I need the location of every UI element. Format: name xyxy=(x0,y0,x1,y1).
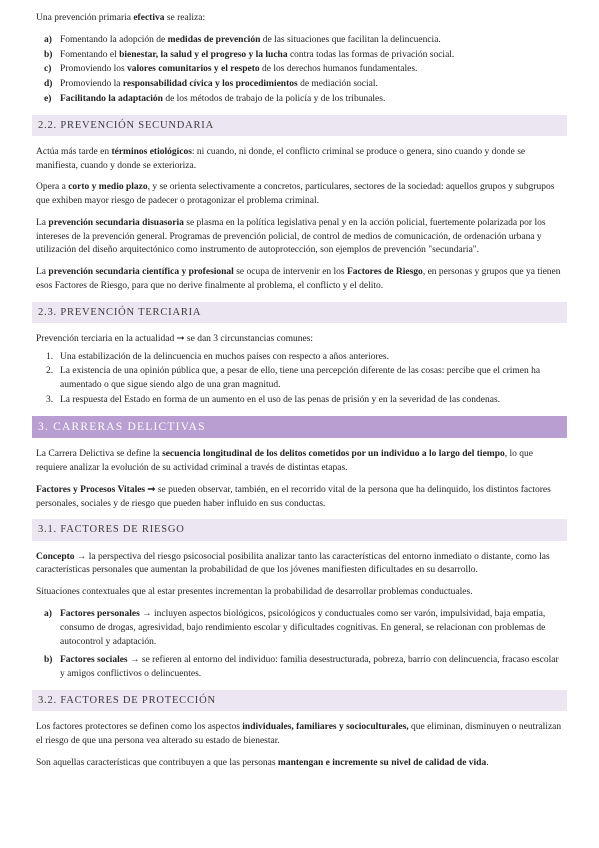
paragraph: Actúa más tarde en términos etiológicos: ni cuando, ni donde, el conflicto criminal se produce o genera, sino cuando y donde se manifiesta, cuando y donde se exterioriza. xyxy=(36,146,526,171)
intro-lead: Una prevención primaria efectiva se realiza: xyxy=(36,13,206,23)
paragraph: La Carrera Delictiva se define la secuencia longitudinal de los delitos cometidos por un individuo a lo largo del tiempo, lo que requiere analizar la evolución de su actividad criminal a través de distintas etapas. xyxy=(36,449,533,474)
paragraph: La prevención secundaria científica y profesional se ocupa de intervenir en los Factores de Riesgo, en personas y grupos que ya tienen esos Factores de Riesgo, para que no derive finalmente al problema, el conflicto y el delito. xyxy=(36,267,561,291)
paragraph: Prevención terciaria en la actualidad ➞ se dan 3 circunstancias comunes: xyxy=(36,333,314,344)
list-item: 2. La existencia de una opinión pública que, a pesar de ello, tiene una percepción diferente de las cosas: percibe que el crimen ha aumentado o que sigue siendo algo de una gran magnitud. xyxy=(46,366,541,391)
paragraph: Factores y Procesos Vitales ➞ se pueden observar, también, en el recorrido vital de la persona que ha delinquido, los distintos factores personales, sociales y de riesgo que pueden haber influido en sus conductas. xyxy=(36,484,551,509)
list-item: a) Fomentando la adopción de medidas de prevención de las situaciones que facilitan la delincuencia. xyxy=(44,34,441,45)
section-heading-2-3: 2.3. PREVENCIÓN TERCIARIA xyxy=(32,302,567,323)
list-item: c) Promoviendo los valores comunitarios y el respeto de los derechos humanos fundamentales. xyxy=(44,64,418,75)
list-item: 3. La respuesta del Estado en forma de un aumento en el uso de las penas de prisión y en la severidad de las condenas. xyxy=(46,394,501,405)
paragraph: Opera a corto y medio plazo, y se orienta selectivamente a concretos, particulares, sectores de la sociedad: aquellos grupos y subgrupos que exhiben mayor riesgo de padecer o protagonizar el problema criminal. xyxy=(36,182,555,207)
paragraph: La prevención secundaria disuasoria se plasma en la política legislativa penal y en la acción policial, fuertemente polarizada por los intereses de la prevención general. Programas de prevención policial, de control de medios de comunicación, de ordenación urbana y utilización del diseño arquitectónico como instrumento de autoprotección, son ejemplos de prevención "secundaria". xyxy=(36,217,546,256)
section-heading-3-2: 3.2. FACTORES DE PROTECCIÓN xyxy=(32,690,567,711)
list-item: a) Factores personales → incluyen aspectos biológicos, psicológicos y conductuales como ser varón, impulsividad, baja empatía, consumo de drogas, agresividad, bajo rendimiento escolar y dificultades cognitivas. En general, se relacionan con problemas de autocontrol y adaptación. xyxy=(44,609,546,647)
paragraph: Concepto → la perspectiva del riesgo psicosocial posibilita analizar tanto las características del entorno inmediato o distante, como las características personales que aumentan la probabilidad de que los jóvenes manifiesten dificultades en su desarrollo. xyxy=(36,551,550,576)
list-item: b) Fomentando el bienestar, la salud y el progreso y la lucha contra todas las formas de privación social. xyxy=(44,49,455,60)
section-heading-3-1: 3.1. FACTORES DE RIESGO xyxy=(32,519,567,540)
paragraph: Situaciones contextuales que al estar presentes incrementan la probabilidad de desarrollar problemas conductuales. xyxy=(36,587,473,598)
list-item: d) Promoviendo la responsabilidad cívica y los procedimientos de mediación social. xyxy=(44,79,378,90)
section-heading-3: 3. CARRERAS DELICTIVAS xyxy=(32,416,567,439)
section-heading-2-2: 2.2. PREVENCIÓN SECUNDARIA xyxy=(32,115,567,136)
paragraph: Los factores protectores se definen como los aspectos individuales, familiares y socioculturales, que eliminan, disminuyen o neutralizan el riesgo de que una persona vea alterado su estado de bienestar. xyxy=(36,722,562,746)
tertiary-prevention-list xyxy=(36,351,563,408)
risk-factors-list xyxy=(36,608,563,682)
paragraph: Son aquellas características que contribuyen a que las personas mantengan e incremente su nivel de calidad de vida. xyxy=(36,757,489,768)
list-item: e) Facilitando la adaptación de los métodos de trabajo de la policía y de los tribunales. xyxy=(44,93,386,104)
list-item: 1. Una estabilización de la delincuencia en muchos países con respecto a años anteriores. xyxy=(46,351,389,362)
list-item: b) Factores sociales → se refieren al entorno del individuo: familia desestructurada, pobreza, barrio con delincuencia, fracaso escolar y amigos conflictivos o delincuentes. xyxy=(44,655,559,680)
primary-prevention-list xyxy=(36,34,563,107)
